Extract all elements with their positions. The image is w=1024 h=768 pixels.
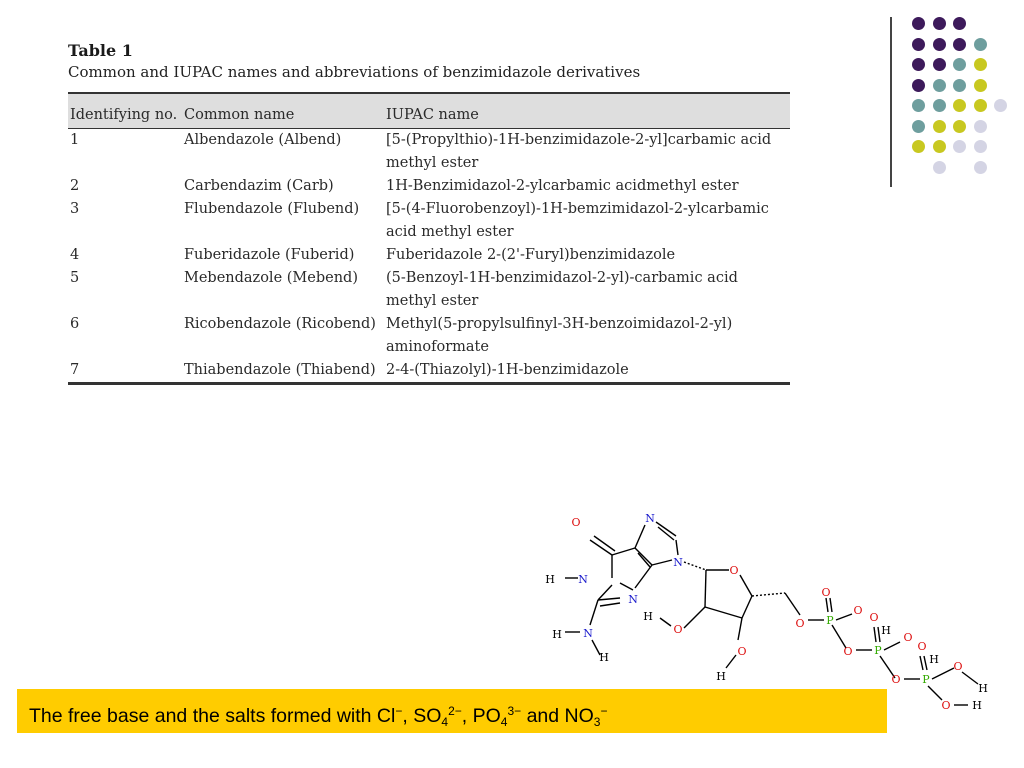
decorative-dot: [933, 140, 946, 153]
cell-common: Albendazole (Albend): [184, 132, 342, 148]
atom-hydrogen: H: [545, 573, 555, 586]
atom-oxygen: O: [821, 586, 831, 599]
table-row: [68, 244, 790, 267]
table-block: [68, 40, 790, 385]
atom-hydrogen: H: [552, 628, 562, 641]
atom-phosphorus: P: [874, 644, 882, 657]
cell-id: 2: [70, 178, 80, 194]
header-common: Common name: [184, 107, 295, 123]
decorative-dot: [933, 99, 946, 112]
decorative-dot: [912, 38, 925, 51]
decorative-dot: [953, 58, 966, 71]
table-caption: Common and IUPAC names and abbreviations of benzimidazole derivatives: [68, 63, 641, 81]
cell-id: 6: [70, 316, 80, 332]
atom-oxygen: O: [891, 673, 901, 686]
caption-text: The free base and the salts formed with Cl: [29, 705, 396, 727]
atom-nitrogen: N: [645, 512, 655, 525]
cell-id: 7: [70, 362, 80, 378]
atom-hydrogen: H: [881, 624, 891, 637]
salt-forms-caption: [17, 689, 887, 733]
cell-iupac: [5-(Propylthio)-1H-benzimidazole-2-yl]carbamic acid methyl ester: [386, 132, 772, 171]
atom-oxygen: O: [869, 611, 879, 624]
cell-common: Thiabendazole (Thiabend): [184, 362, 376, 378]
decorative-dot: [974, 99, 987, 112]
decorative-dot: [974, 161, 987, 174]
atom-oxygen: O: [737, 645, 747, 658]
atom-hydrogen: H: [599, 651, 609, 664]
table-header-row: [68, 93, 790, 129]
decorative-dot: [974, 79, 987, 92]
decorative-dot: [953, 99, 966, 112]
decorative-dot: [912, 79, 925, 92]
decorative-dot: [933, 79, 946, 92]
atom-oxygen: O: [795, 617, 805, 630]
decorative-dot: [933, 161, 946, 174]
caption-text: , PO: [461, 705, 501, 727]
atom-nitrogen: N: [578, 573, 588, 586]
decorative-dot: [974, 38, 987, 51]
caption-charge: 2−: [448, 704, 462, 718]
decorative-dot: [912, 99, 925, 112]
atom-oxygen: O: [729, 564, 739, 577]
atom-oxygen: O: [941, 699, 951, 712]
decorative-dot: [933, 58, 946, 71]
decorative-dot: [974, 120, 987, 133]
atom-nitrogen: N: [673, 556, 683, 569]
cell-common: Carbendazim (Carb): [184, 178, 334, 194]
decorative-dot: [974, 140, 987, 153]
caption-text: and NO: [521, 705, 594, 727]
cell-iupac: Fuberidazole 2-(2'-Furyl)benzimidazole: [386, 247, 676, 263]
atom-oxygen: O: [953, 660, 963, 673]
cell-iupac: (5-Benzoyl-1H-benzimidazol-2-yl)-carbamic acid methyl ester: [386, 270, 738, 309]
decorative-dot: [953, 120, 966, 133]
atom-oxygen: O: [673, 623, 683, 636]
atom-oxygen: O: [571, 516, 581, 529]
decorative-dot: [953, 17, 966, 30]
cell-iupac: [5-(4-Fluorobenzoyl)-1H-bemzimidazol-2-ylcarbamic acid methyl ester: [386, 201, 769, 240]
caption-charge: −: [395, 704, 403, 718]
cell-iupac: Methyl(5-propylsulfinyl-3H-benzoimidazol-2-yl) aminoformate: [386, 316, 733, 355]
table-row: [68, 313, 790, 359]
atom-nitrogen: N: [628, 593, 638, 606]
decorative-dot: [933, 120, 946, 133]
cell-common: Ricobendazole (Ricobend): [184, 316, 376, 332]
atom-hydrogen: H: [978, 682, 988, 695]
decorative-dot: [912, 140, 925, 153]
atom-oxygen: O: [843, 645, 853, 658]
atom-oxygen: O: [903, 631, 913, 644]
cell-id: 4: [70, 247, 80, 263]
decorative-dot: [974, 58, 987, 71]
decorative-dot: [953, 140, 966, 153]
cell-id: 5: [70, 270, 80, 286]
atom-nitrogen: N: [583, 627, 593, 640]
caption-subscript: 3: [593, 715, 601, 729]
cell-common: Fuberidazole (Fuberid): [184, 247, 355, 263]
caption-charge: 3−: [507, 704, 522, 718]
cell-common: Mebendazole (Mebend): [184, 270, 358, 286]
cell-iupac: 2-4-(Thiazolyl)-1H-benzimidazole: [386, 362, 629, 378]
cell-id: 1: [70, 132, 80, 148]
atom-hydrogen: H: [929, 653, 939, 666]
atom-hydrogen: H: [643, 610, 653, 623]
decorative-dot-grid: [890, 14, 1024, 189]
caption-text: , SO: [402, 705, 442, 727]
atom-oxygen: O: [917, 640, 927, 653]
atom-hydrogen: H: [972, 699, 982, 712]
table-row: [68, 359, 790, 384]
decorative-dot: [933, 17, 946, 30]
header-iupac: IUPAC name: [386, 107, 479, 123]
decorative-dot: [953, 79, 966, 92]
atom-phosphorus: P: [826, 614, 834, 627]
cell-id: 3: [70, 201, 80, 217]
decorative-dot: [933, 38, 946, 51]
table-row: [68, 175, 790, 198]
decorative-dot: [912, 58, 925, 71]
decorative-dot: [912, 120, 925, 133]
table-row: [68, 267, 790, 313]
table-title: Table 1: [68, 41, 133, 60]
table-row: [68, 198, 790, 244]
cell-iupac: 1H-Benzimidazol-2-ylcarbamic acidmethyl ester: [386, 178, 739, 194]
atom-hydrogen: H: [716, 670, 726, 683]
atom-oxygen: O: [853, 604, 863, 617]
caption-subscript: 4: [500, 715, 508, 729]
benzimidazole-table: [68, 92, 790, 385]
table-row: [68, 129, 790, 176]
atom-phosphorus: P: [922, 673, 930, 686]
caption-subscript: 4: [441, 715, 449, 729]
cell-common: Flubendazole (Flubend): [184, 201, 360, 217]
decorative-dot: [953, 38, 966, 51]
caption-charge: −: [600, 704, 608, 718]
header-id: Identifying no.: [70, 107, 178, 123]
decorative-dot: [994, 99, 1007, 112]
decorative-dot: [912, 17, 925, 30]
